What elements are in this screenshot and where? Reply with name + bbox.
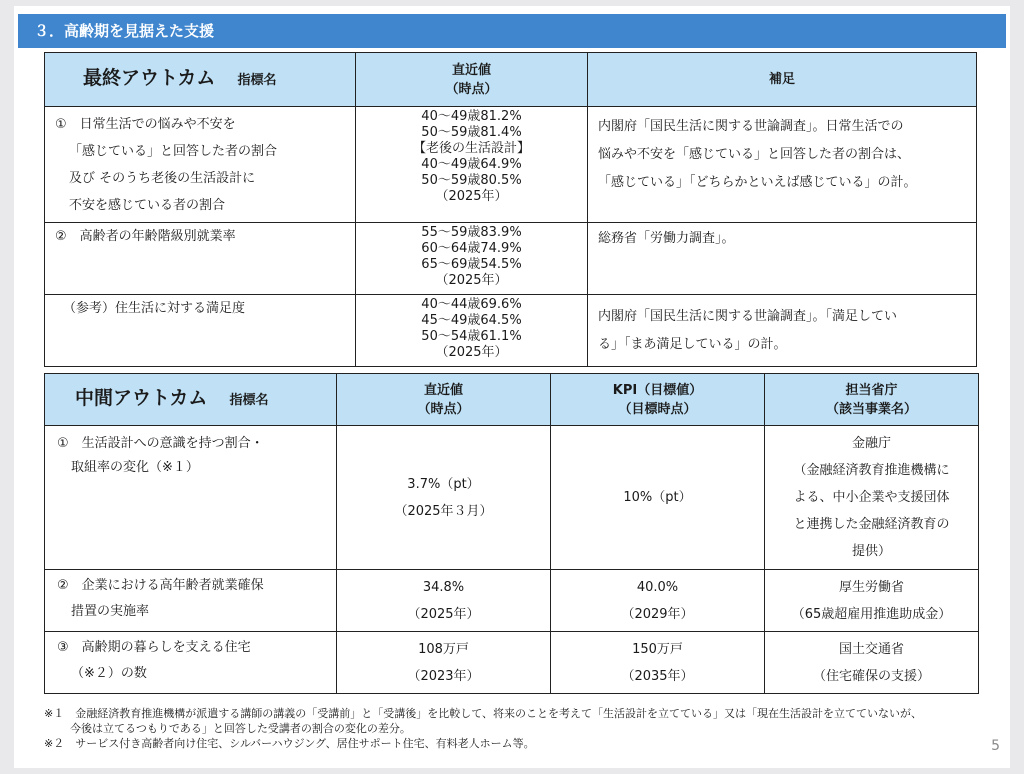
footnote-1: ※１ 金融経済教育推進機構が派遣する講師の講義の「受講前」と「受講後」を比較して、将来のことを考えて「生活設計を立てている」又は「現在生活設計を立てていないが、 — [44, 707, 922, 720]
indicator-label: 指標名 — [237, 73, 277, 88]
indicator-cell: ② 企業における高年齢者就業確保 措置の実施率 — [45, 570, 337, 632]
section-title: ３．高齢期を見据えた支援 — [18, 14, 1006, 48]
indicator-cell: （参考）住生活に対する満足度 — [45, 295, 356, 367]
kpi-cell: 10%（pt） — [551, 426, 765, 570]
recent-value-header: 直近値 （時点） — [337, 374, 551, 426]
slide — [14, 6, 1010, 768]
indicator-cell: ③ 高齢期の暮らしを支える住宅 （※２）の数 — [45, 632, 337, 694]
recent-value-cell: 40～49歳81.2% 50～59歳81.4% 【老後の生活設計】 40～49歳64.9% 50～59歳80.5% （2025年） — [356, 107, 588, 223]
recent-value-cell: 3.7%（pt） （2025年３月） — [337, 426, 551, 570]
table-row — [45, 426, 979, 570]
table-row — [45, 632, 979, 694]
recent-value-header: 直近値 （時点） — [356, 53, 588, 107]
final-outcome-title: 最終アウトカム — [83, 67, 216, 89]
table-row — [45, 107, 977, 223]
indicator-label: 指標名 — [229, 393, 269, 408]
kpi-cell: 150万戸 （2035年） — [551, 632, 765, 694]
note-header: 補足 — [588, 53, 977, 107]
ministry-header: 担当省庁 （該当事業名） — [765, 374, 979, 426]
ministry-cell: 国土交通省 （住宅確保の支援） — [765, 632, 979, 694]
recent-value-cell: 34.8% （2025年） — [337, 570, 551, 632]
footnote-1-continued: 今後は立てるつもりである」と回答した受講者の割合の変化の差分。 — [70, 722, 411, 735]
page-number: 5 — [991, 738, 1000, 754]
indicator-cell: ② 高齢者の年齢階級別就業率 — [45, 223, 356, 295]
final-outcome-table — [44, 52, 977, 367]
recent-value-cell: 108万戸 （2023年） — [337, 632, 551, 694]
note-cell: 総務省「労働力調査」。 — [588, 223, 977, 295]
footnotes — [44, 706, 994, 751]
table-row — [45, 570, 979, 632]
indicator-cell: ① 生活設計への意識を持つ割合・ 取組率の変化（※１） — [45, 426, 337, 570]
ministry-cell: 金融庁 （金融経済教育推進機構に よる、中小企業や支援団体 と連携した金融経済教育の 提供） — [765, 426, 979, 570]
kpi-header: KPI（目標値） （目標時点） — [551, 374, 765, 426]
table-row — [45, 223, 977, 295]
note-cell: 内閣府「国民生活に関する世論調査」。日常生活での 悩みや不安を「感じている」と回答した者の割合は、 「感じている」「どちらかといえば感じている」の計。 — [588, 107, 977, 223]
ministry-cell: 厚生労働省 （65歳超雇用推進助成金） — [765, 570, 979, 632]
note-cell: 内閣府「国民生活に関する世論調査」。「満足してい る」「まあ満足している」の計。 — [588, 295, 977, 367]
footnote-2: ※２ サービス付き高齢者向け住宅、シルバーハウジング、居住サポート住宅、有料老人ホーム等。 — [44, 737, 535, 750]
intermediate-outcome-header — [45, 374, 337, 426]
kpi-cell: 40.0% （2029年） — [551, 570, 765, 632]
final-outcome-header — [45, 53, 356, 107]
indicator-cell: ① 日常生活での悩みや不安を 「感じている」と回答した者の割合 及び そのうち老後の生活設計に 不安を感じている者の割合 — [45, 107, 356, 223]
recent-value-cell: 55～59歳83.9% 60～64歳74.9% 65～69歳54.5% （2025年） — [356, 223, 588, 295]
table-row — [45, 295, 977, 367]
intermediate-outcome-title: 中間アウトカム — [75, 387, 208, 409]
recent-value-cell: 40～44歳69.6% 45～49歳64.5% 50～54歳61.1% （2025年） — [356, 295, 588, 367]
intermediate-outcome-table — [44, 373, 979, 694]
